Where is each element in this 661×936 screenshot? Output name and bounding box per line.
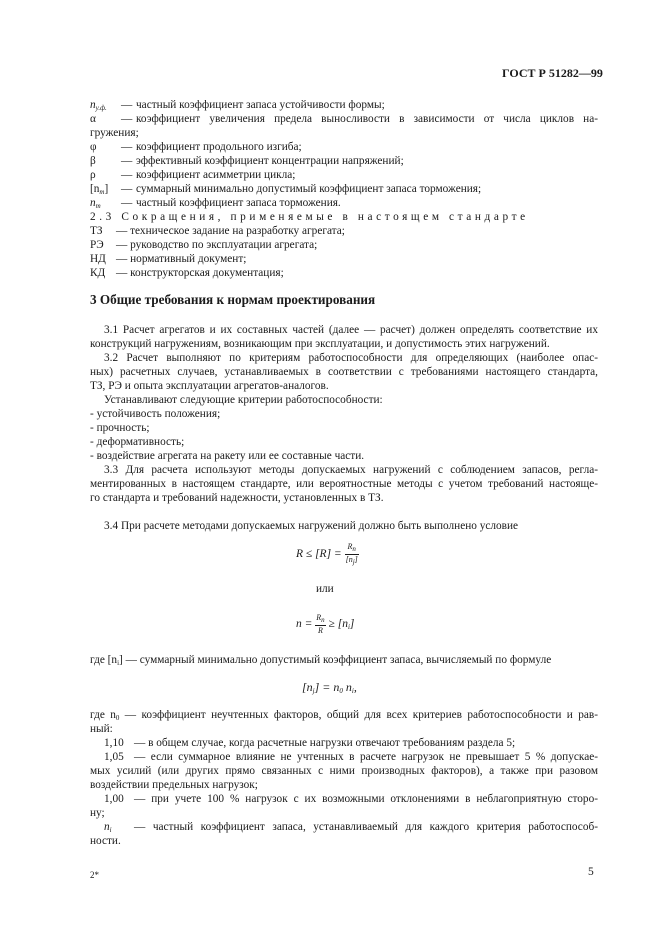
bracket: ] — [349, 618, 355, 630]
formula-safety-factor — [296, 609, 354, 639]
dash: — — [116, 239, 131, 251]
formula-total-factor — [302, 681, 357, 698]
criteria-item: - деформативность; — [90, 436, 185, 448]
where-symbol: где n — [90, 709, 116, 721]
formula-lhs: n = — [296, 618, 313, 630]
subscript: i — [347, 623, 350, 631]
ni-definition — [104, 821, 598, 837]
symbol-description: суммарный минимально допустимый коэффициент запаса торможения; — [136, 183, 482, 195]
criteria-item: - прочность; — [90, 422, 150, 434]
symbol: ρ — [90, 169, 96, 181]
where-text: — коэффициент неучтенных факторов, общий для всех критериев работоспособности и рав- — [119, 709, 598, 721]
abbreviation-description: техническое задание на разработку агрегата; — [130, 225, 345, 237]
dash: — — [121, 99, 133, 111]
symbol-row — [0, 99, 661, 112]
abbreviation: ТЗ — [90, 225, 103, 237]
symbol: φ — [90, 141, 97, 153]
abbreviation-description: руководство по эксплуатации агрегата; — [130, 239, 318, 251]
abbreviation-description: конструкторская документация; — [130, 267, 284, 279]
coefficient-description-continuation: ну; — [90, 807, 105, 819]
where-symbol: где [n — [90, 654, 118, 666]
sheet-mark: 2* — [90, 870, 99, 880]
abbreviation-row — [90, 253, 246, 266]
symbol: n — [104, 821, 110, 833]
coefficient-description: — если суммарное влияние не учтенных в расчете нагрузок не превышает 5 % допускае- — [134, 751, 598, 763]
coefficient-row — [104, 751, 598, 764]
symbol-subscript: т — [95, 202, 101, 210]
symbol-description: частный коэффициент запаса устойчивости формы; — [136, 99, 385, 111]
symbol: n — [90, 99, 96, 111]
fraction-numerator: R — [316, 613, 322, 623]
symbol-description: коэффициент увеличения предела выносливости в зависимости от числа циклов на- — [136, 113, 598, 125]
coefficient-description: — в общем случае, когда расчетные нагрузки отвечают требованиям раздела 5; — [134, 737, 516, 749]
fraction-denominator: [n — [345, 554, 353, 564]
abbreviation-description: нормативный документ; — [130, 253, 247, 265]
ni-description-continuation: ности. — [90, 835, 121, 847]
ni-description: — частный коэффициент запаса, устанавливаемый для каждого критерия работоспособ- — [134, 821, 598, 833]
symbol-description: частный коэффициент запаса торможения. — [136, 197, 341, 209]
symbol: [n — [90, 183, 100, 195]
dash: — — [116, 225, 131, 237]
formula-part: ] = n — [314, 680, 340, 694]
coefficient-value: 1,05 — [104, 751, 124, 763]
formula-part: , — [353, 680, 357, 694]
symbol-description: эффективный коэффициент концентрации напряжений; — [136, 155, 404, 167]
formula-strength-condition — [296, 539, 359, 569]
coefficient-description-continuation: воздействии предельных нагрузок; — [90, 779, 258, 791]
abbreviations-heading: 2.3 Сокращения, применяемые в настоящем стандарте — [90, 211, 529, 223]
formula-fraction — [315, 613, 325, 635]
symbol-description: коэффициент продольного изгиба; — [136, 141, 302, 153]
abbreviation-row — [90, 267, 284, 280]
dash: — — [121, 141, 133, 153]
formula-lhs: R ≤ [R] = — [296, 548, 342, 560]
symbol-row — [0, 113, 661, 126]
formula-part: [n — [302, 680, 313, 694]
symbol: n — [90, 197, 96, 209]
document-code: ГОСТ Р 51282—99 — [502, 66, 603, 80]
abbreviation: КД — [90, 267, 106, 279]
paragraph-3-4: 3.4 При расчете методами допускаемых нагружений должно быть выполнено условие — [104, 520, 519, 532]
criteria-intro: Устанавливают следующие критерии работоспособности: — [104, 394, 383, 406]
abbreviation: РЭ — [90, 239, 104, 251]
symbol-row — [0, 197, 661, 210]
formula-fraction — [345, 542, 359, 567]
paragraph-3-1-line: 3.1 Расчет агрегатов и их составных частей (далее — расчет) должен определять соответствие их — [104, 324, 598, 336]
or-word: или — [316, 583, 334, 595]
symbol-description-continuation: гружения; — [90, 127, 139, 139]
symbol-bracket: ] — [104, 183, 109, 195]
coefficient-description: — при учете 100 % нагрузок с их возможными отклонениями в неблагоприятную сторо- — [134, 793, 598, 805]
symbol-row — [0, 141, 661, 154]
paragraph-3-2-line: ных) расчетных случаев, устанавливаемых в соответствии с требованиями настоящего стандарта, — [90, 366, 598, 378]
formula-rhs: ≥ [n — [328, 618, 348, 630]
subscript: n — [352, 544, 356, 553]
dash: — — [121, 169, 133, 181]
where-line — [90, 654, 551, 670]
coefficient-row — [104, 737, 515, 750]
subscript: n — [321, 616, 325, 625]
symbol-subscript: т — [99, 188, 105, 196]
dash: — — [121, 155, 133, 167]
symbol-description: коэффициент асимметрии цикла; — [136, 169, 296, 181]
symbol-row — [0, 169, 661, 182]
section-heading: 3 Общие требования к нормам проектирования — [90, 292, 376, 307]
dash: — — [121, 113, 133, 125]
abbreviation-row — [90, 225, 345, 238]
abbreviation-row — [90, 239, 317, 252]
subscript: j — [352, 557, 355, 566]
subscript: i — [117, 659, 120, 667]
where-text: ] — суммарный минимально допустимый коэффициент запаса, вычисляемый по формуле — [119, 654, 552, 666]
coefficient-value: 1,10 — [104, 737, 124, 749]
symbol: β — [90, 155, 96, 167]
paragraph-3-2-line: ТЗ, РЭ и опыта эксплуатации агрегатов-аналогов. — [90, 380, 329, 392]
coefficient-row — [104, 793, 598, 806]
fraction-numerator: R — [347, 541, 353, 551]
subscript: i — [351, 687, 354, 695]
bracket: ] — [354, 554, 358, 564]
criteria-item: - устойчивость положения; — [90, 408, 221, 420]
fraction-denominator: R — [318, 626, 323, 636]
symbol: α — [90, 113, 96, 125]
dash: — — [116, 253, 131, 265]
paragraph-3-3-line: го стандарта и требований надежности, установленных в ТЗ. — [90, 492, 384, 504]
dash: — — [116, 267, 131, 279]
coefficient-value: 1,00 — [104, 793, 124, 805]
paragraph-3-1-line: конструкций нагружениям, возникающим при эксплуатации, и допустимость этих нагружений. — [90, 338, 550, 350]
symbol-subscript: у.ф. — [95, 104, 107, 112]
dash: — — [121, 197, 133, 209]
subscript: 0 — [339, 687, 343, 695]
symbol-row — [0, 183, 661, 196]
coefficient-description-continuation: мых усилий (или других прямо связанных с ними производных факторов), а также при разовом — [90, 765, 598, 777]
subscript: 0 — [115, 714, 120, 722]
page-number: 5 — [588, 866, 594, 878]
where-line — [90, 709, 598, 725]
paragraph-3-3-line: 3.3 Для расчета используют методы допускаемых нагружений с соблюдением запасов, регла- — [104, 464, 598, 476]
subscript: i — [109, 826, 112, 834]
formula-part: n — [342, 680, 352, 694]
paragraph-3-3-line: ментированных в настоящем стандарте, или вероятностные методы с учетом требований настояще- — [90, 478, 598, 490]
subscript: j — [312, 687, 315, 695]
criteria-item: - воздействие агрегата на ракету или ее составные части. — [90, 450, 365, 462]
where-line-continuation: ный: — [90, 723, 113, 735]
paragraph-3-2-line: 3.2 Расчет выполняют по критериям работоспособности для определяющих (наиболее опас- — [104, 352, 598, 364]
dash: — — [121, 183, 133, 195]
abbreviation: НД — [90, 253, 106, 265]
symbol-row — [0, 155, 661, 168]
